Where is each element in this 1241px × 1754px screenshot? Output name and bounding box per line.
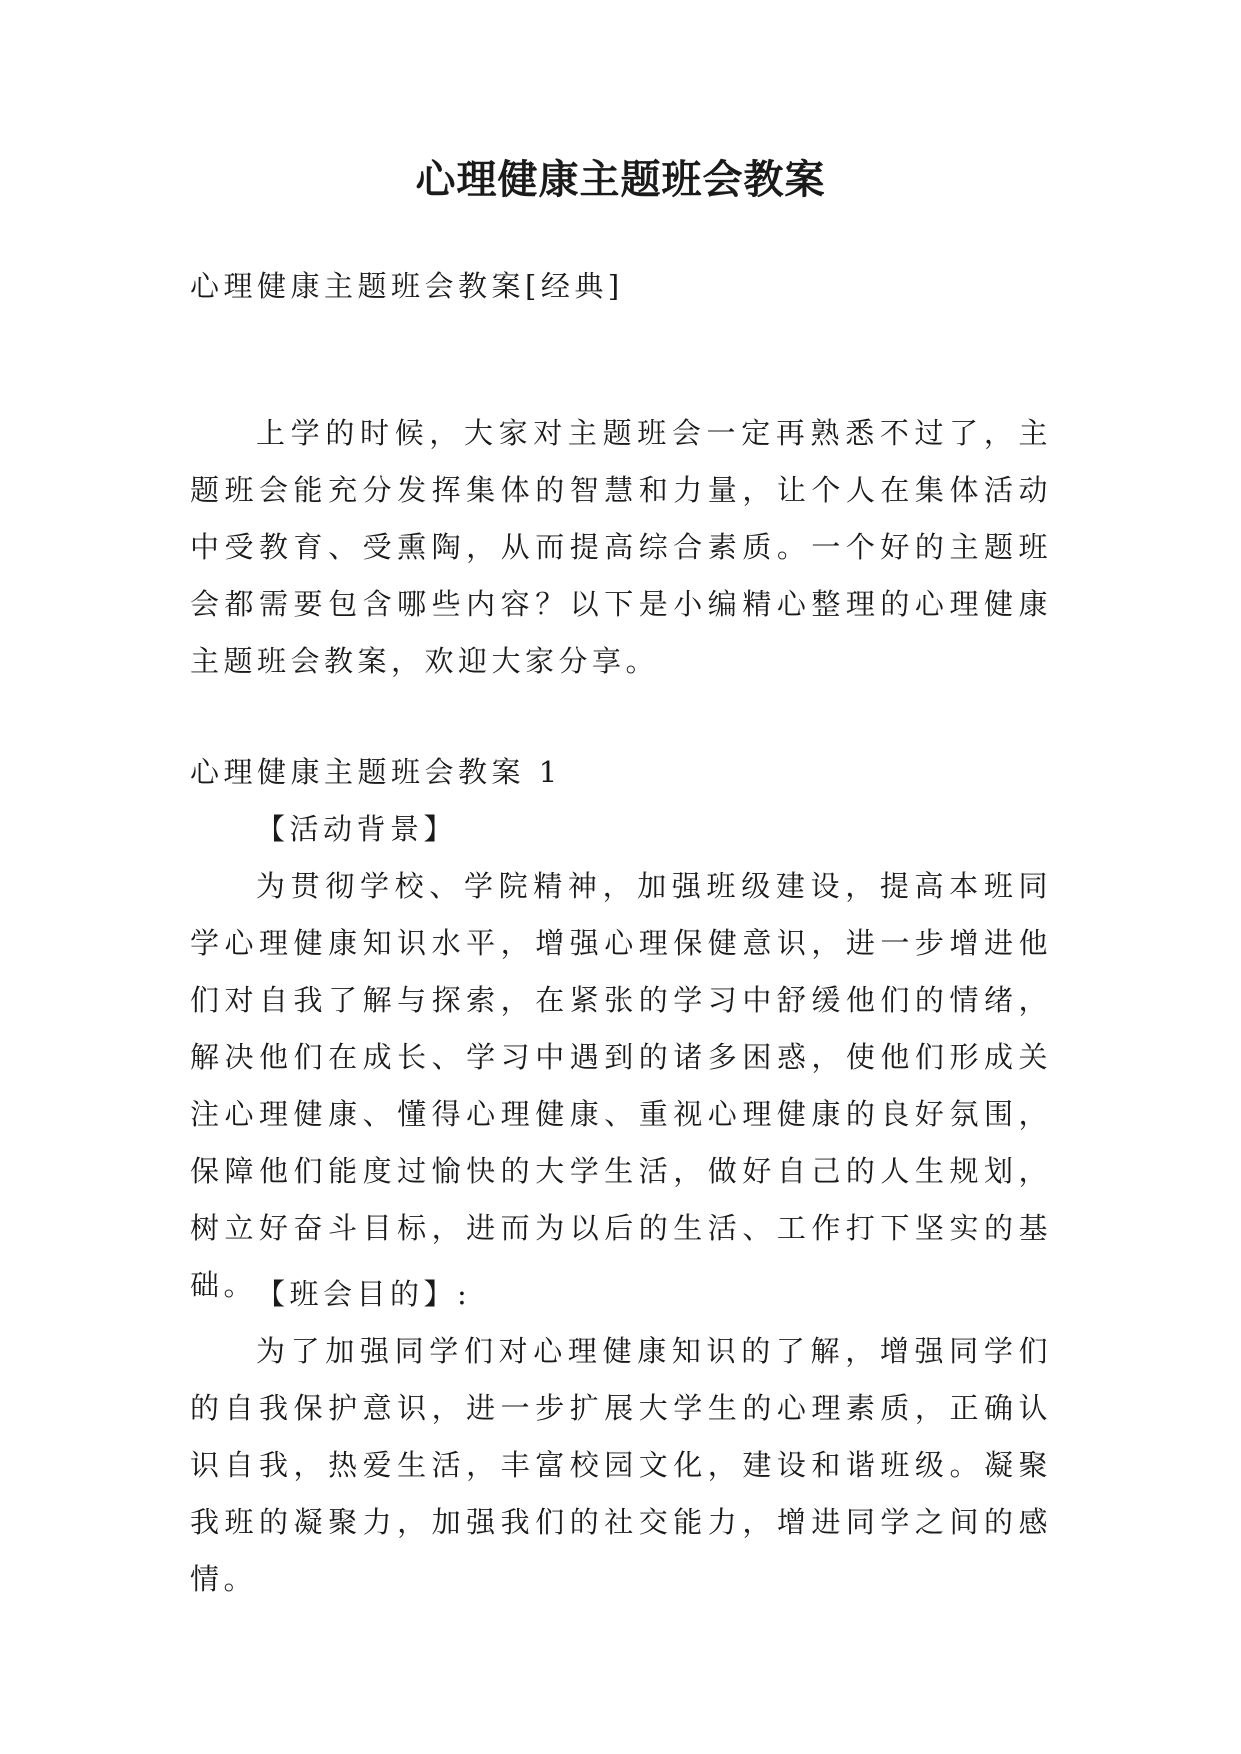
intro-paragraph: 上学的时候，大家对主题班会一定再熟悉不过了，主题班会能充分发挥集体的智慧和力量，让个人在集体活动中受教育、受熏陶，从而提高综合素质。一个好的主题班会都需要包含哪些内容？以下是小编精心整理的心理健康主题班会教案，欢迎大家分享。	[190, 416, 1052, 678]
document-title: 心理健康主题班会教案	[415, 156, 826, 203]
goal-heading: 【班会目的】:	[256, 1277, 472, 1311]
background-heading: 【活动背景】	[256, 812, 458, 846]
goal-paragraph: 为了加强同学们对心理健康知识的了解，增强同学们的自我保护意识，进一步扩展大学生的心理素质，正确认识自我，热爱生活，丰富校园文化，建设和谐班级。凝聚我班的凝聚力，加强我们的社交能力，增进同学之间的感情。	[190, 1334, 1052, 1596]
document-subtitle: 心理健康主题班会教案[经典]	[190, 269, 624, 303]
background-paragraph: 为贯彻学校、学院精神，加强班级建设，提高本班同学心理健康知识水平，增强心理保健意识，进一步增进他们对自我了解与探索，在紧张的学习中舒缓他们的情绪，解决他们在成长、学习中遇到的诸多困惑，使他们形成关注心理健康、懂得心理健康、重视心理健康的良好氛围，保障他们能度过愉快的大学生活，做好自己的人生规划，树立好奋斗目标，进而为以后的生活、工作打下坚实的基础。	[190, 869, 1052, 1302]
section-heading: 心理健康主题班会教案 1	[190, 755, 562, 789]
